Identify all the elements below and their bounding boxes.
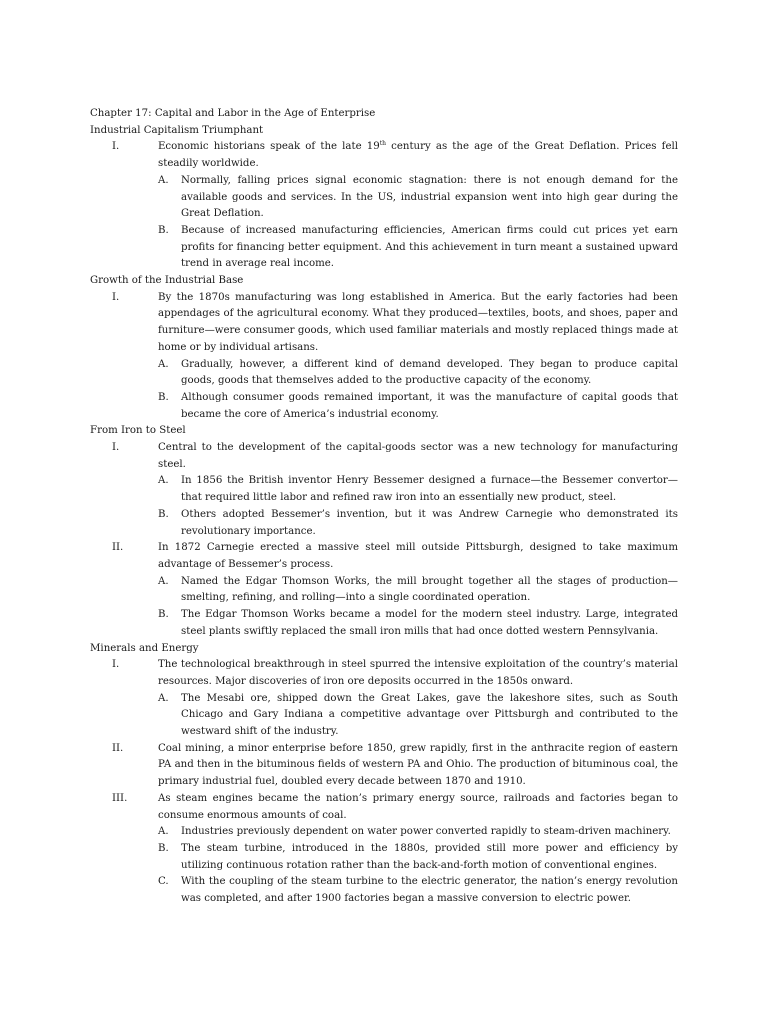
sub-item-letter: A.: [158, 358, 169, 370]
outline-item: [90, 741, 678, 791]
sub-item-letter: B.: [158, 842, 169, 854]
sub-item-text: Although consumer goods remained important, it was the manufacture of capital goods that became the core of America’s industrial economy.: [181, 391, 678, 420]
sub-item: [90, 173, 678, 223]
roman-numeral: I.: [112, 141, 120, 153]
sub-item-text: The Mesabi ore, shipped down the Great Lakes, gave the lakeshore sites, such as South Chicago and Gary Indiana a competitive advantage over Pittsburgh and contributed to the westward shift of the industry.: [181, 692, 678, 738]
sub-item-text: Others adopted Bessemer’s invention, but it was Andrew Carnegie who demonstrated its revolutionary importance.: [181, 508, 678, 537]
section-heading: Growth of the Industrial Base: [90, 275, 244, 287]
sub-item-letter: B.: [158, 391, 169, 403]
outline-item-text: Coal mining, a minor enterprise before 1850, grew rapidly, first in the anthracite region of eastern PA and then in the bituminous fields of western PA and Ohio. The production of bituminous coal, the primary industrial fuel, doubled every decade between 1870 and 1910.: [158, 742, 678, 788]
sub-item: [90, 874, 678, 907]
section-heading: From Iron to Steel: [90, 425, 186, 437]
roman-numeral: I.: [112, 291, 120, 303]
sub-item-letter: A.: [158, 692, 169, 704]
sub-item: [90, 473, 678, 506]
outline-item-text: Economic historians speak of the late 19th century as the age of the Great Deflation. Prices fell steadily worldwide.: [158, 140, 678, 170]
chapter-title: Chapter 17: Capital and Labor in the Age of Enterprise: [90, 108, 376, 119]
sub-item-letter: A.: [158, 475, 169, 487]
sub-item: [90, 574, 678, 607]
sub-item-letter: C.: [158, 876, 169, 888]
sub-item-text: In 1856 the British inventor Henry Bessemer designed a furnace—the Bessemer convertor—that required little labor and refined raw iron into an essentially new product, steel.: [181, 475, 678, 504]
sub-item-text: Gradually, however, a different kind of demand developed. They began to produce capital goods, goods that themselves added to the productive capacity of the economy.: [181, 358, 678, 387]
sub-item: [90, 691, 678, 741]
sub-item-letter: B.: [158, 609, 169, 621]
roman-numeral: II.: [112, 542, 124, 554]
sub-item-text: With the coupling of the steam turbine to the electric generator, the nation’s energy revolution was completed, and after 1900 factories began a massive conversion to electric power.: [181, 876, 678, 905]
sub-item-text: Because of increased manufacturing efficiencies, American firms could cut prices yet earn profits for financing better equipment. And this achievement in turn meant a sustained upward trend in average real income.: [181, 224, 678, 270]
outline-item: [90, 540, 678, 573]
sub-item-letter: B.: [158, 224, 169, 236]
outline-item: [90, 657, 678, 690]
section-heading: Industrial Capitalism Triumphant: [90, 124, 264, 136]
sub-item: [90, 607, 678, 640]
outline-item-text: The technological breakthrough in steel spurred the intensive exploitation of the country’s material resources. Major discoveries of iron ore deposits occurred in the 1850s onward.: [158, 659, 678, 687]
roman-numeral: III.: [112, 792, 128, 804]
sub-item: [90, 841, 678, 874]
sub-item-text: Normally, falling prices signal economic stagnation: there is not enough demand for the available goods and services. In the US, industrial expansion went into high gear during the Great Deflation.: [181, 174, 678, 220]
document-content: [90, 106, 678, 908]
sub-item-text: The Edgar Thomson Works became a model for the modern steel industry. Large, integrated steel plants swiftly replaced the small iron mills that had once dotted western Pennsylvania.: [181, 609, 678, 637]
sub-item: [90, 357, 678, 390]
roman-numeral: I.: [112, 659, 120, 671]
roman-numeral: II.: [112, 742, 124, 754]
sub-item-letter: A.: [158, 575, 169, 587]
sub-item-letter: A.: [158, 174, 169, 186]
sub-item: [90, 390, 678, 423]
outline-item-text: By the 1870s manufacturing was long established in America. But the early factories had been appendages of the agricultural economy. What they produced—textiles, boots, and shoes, paper and furniture—were consumer goods, which used familiar materials and mostly replaced things made at home or by individual artisans.: [158, 291, 678, 353]
sub-item-letter: B.: [158, 508, 169, 520]
sub-item: [90, 824, 678, 841]
sub-item: [90, 223, 678, 273]
sub-item-text: The steam turbine, introduced in the 1880s, provided still more power and efficiency by utilizing continuous rotation rather than the back-and-forth motion of conventional engines.: [181, 842, 678, 871]
sub-item-text: Industries previously dependent on water power converted rapidly to steam-driven machinery.: [181, 826, 671, 838]
outline-item-text: In 1872 Carnegie erected a massive steel mill outside Pittsburgh, designed to take maximum advantage of Bessemer’s process.: [158, 542, 678, 570]
outline-item-text: Central to the development of the capital-goods sector was a new technology for manufacturing steel.: [158, 442, 678, 470]
roman-numeral: I.: [112, 442, 120, 454]
outline-item: [90, 290, 678, 357]
sub-item: [90, 507, 678, 540]
sub-item-text: Named the Edgar Thomson Works, the mill brought together all the stages of production—smelting, refining, and rolling—into a single coordinated operation.: [181, 575, 678, 604]
superscript: th: [379, 140, 387, 148]
sub-item-letter: A.: [158, 826, 169, 838]
outline-item: [90, 791, 678, 824]
outline-item: [90, 139, 678, 172]
outline-item-text: As steam engines became the nation’s primary energy source, railroads and factories began to consume enormous amounts of coal.: [158, 792, 678, 821]
section-heading: Minerals and Energy: [90, 642, 199, 654]
outline-item: [90, 440, 678, 473]
